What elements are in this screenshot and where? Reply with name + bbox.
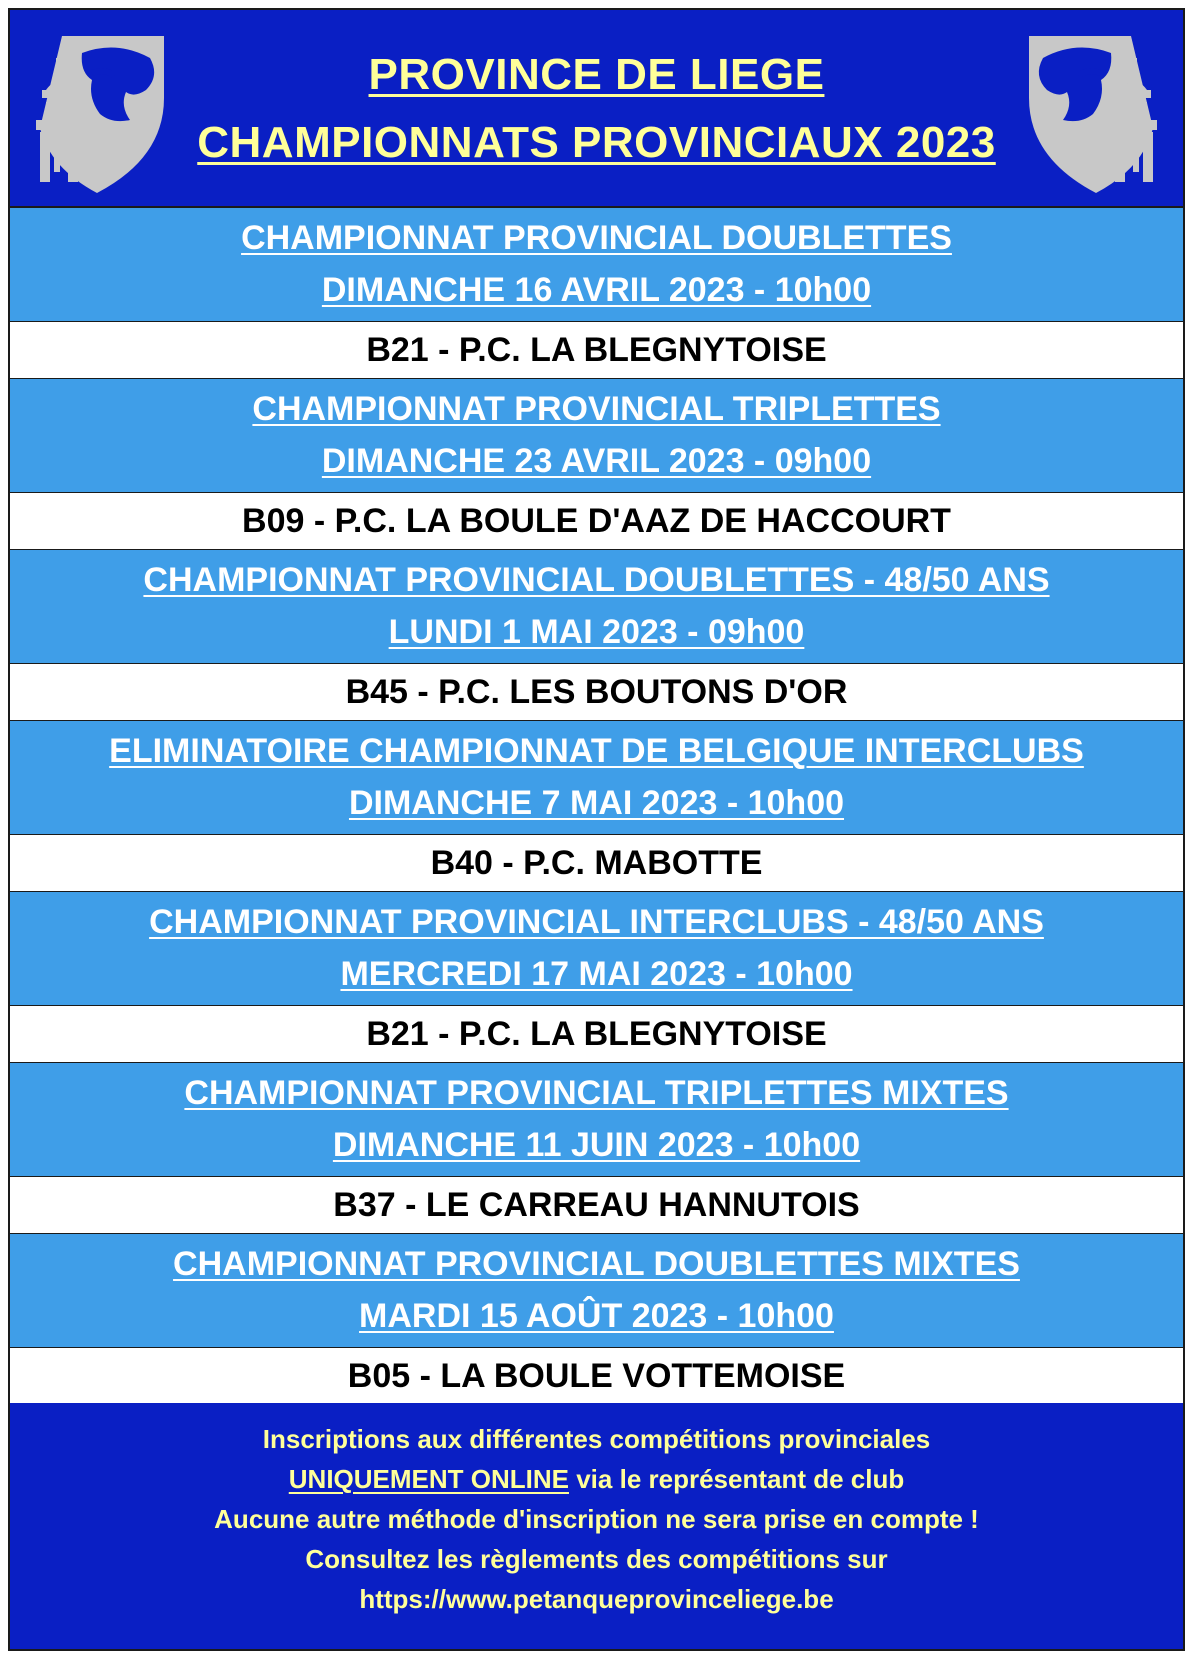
poster (8, 8, 1185, 1651)
event-title: ELIMINATOIRE CHAMPIONNAT DE BELGIQUE INTERCLUBS (109, 732, 1084, 770)
online-only-link[interactable]: UNIQUEMENT ONLINE (288, 1464, 569, 1494)
event-block (10, 1234, 1183, 1405)
event-date: MARDI 15 AOÛT 2023 - 10h00 (359, 1297, 834, 1335)
header-title-province: PROVINCE DE LIEGE (368, 50, 825, 99)
footer-banner (10, 1403, 1183, 1649)
event-title: CHAMPIONNAT PROVINCIAL TRIPLETTES MIXTES (184, 1074, 1009, 1112)
event-block (10, 1063, 1183, 1234)
event-header (10, 208, 1183, 322)
event-title: CHAMPIONNAT PROVINCIAL DOUBLETTES (241, 219, 952, 257)
event-date: DIMANCHE 23 AVRIL 2023 - 09h00 (321, 442, 872, 480)
event-block (10, 550, 1183, 721)
event-block (10, 208, 1183, 379)
event-header (10, 721, 1183, 835)
footer-registration-text: Inscriptions aux différentes compétitions provinciales (262, 1424, 931, 1454)
event-venue: B37 - LE CARREAU HANNUTOIS (10, 1177, 1183, 1234)
footer-online-line (10, 1459, 1183, 1499)
footer-rules-text: Consultez les règlements des compétitions sur (305, 1544, 888, 1574)
footer-online-rest: via le représentant de club (569, 1464, 905, 1494)
header-title-championships: CHAMPIONNATS PROVINCIAUX 2023 (197, 118, 996, 167)
event-title: CHAMPIONNAT PROVINCIAL DOUBLETTES MIXTES (173, 1245, 1020, 1283)
event-venue: B09 - P.C. LA BOULE D'AAZ DE HACCOURT (10, 493, 1183, 550)
event-date: DIMANCHE 11 JUIN 2023 - 10h00 (332, 1126, 861, 1164)
event-block (10, 892, 1183, 1063)
event-header (10, 1234, 1183, 1348)
event-venue: B21 - P.C. LA BLEGNYTOISE (10, 322, 1183, 379)
event-title: CHAMPIONNAT PROVINCIAL TRIPLETTES (252, 390, 941, 428)
event-venue: B40 - P.C. MABOTTE (10, 835, 1183, 892)
event-date: DIMANCHE 7 MAI 2023 - 10h00 (348, 784, 845, 822)
event-title: CHAMPIONNAT PROVINCIAL DOUBLETTES - 48/50 ANS (143, 561, 1050, 599)
event-venue: B45 - P.C. LES BOUTONS D'OR (10, 664, 1183, 721)
footer-warning-text: Aucune autre méthode d'inscription ne sera prise en compte ! (214, 1504, 979, 1534)
event-date: MERCREDI 17 MAI 2023 - 10h00 (340, 955, 853, 993)
website-link[interactable]: https://www.petanqueprovinceliege.be (359, 1584, 834, 1614)
event-header (10, 892, 1183, 1006)
header-banner (10, 10, 1183, 208)
event-block (10, 379, 1183, 550)
event-venue: B05 - LA BOULE VOTTEMOISE (10, 1348, 1183, 1405)
event-header (10, 1063, 1183, 1177)
event-venue: B21 - P.C. LA BLEGNYTOISE (10, 1006, 1183, 1063)
event-block (10, 721, 1183, 892)
event-header (10, 379, 1183, 493)
event-date: DIMANCHE 16 AVRIL 2023 - 10h00 (321, 271, 872, 309)
events-list (10, 208, 1183, 1405)
event-title: CHAMPIONNAT PROVINCIAL INTERCLUBS - 48/50 ANS (149, 903, 1044, 941)
event-date: LUNDI 1 MAI 2023 - 09h00 (388, 613, 805, 651)
event-header (10, 550, 1183, 664)
